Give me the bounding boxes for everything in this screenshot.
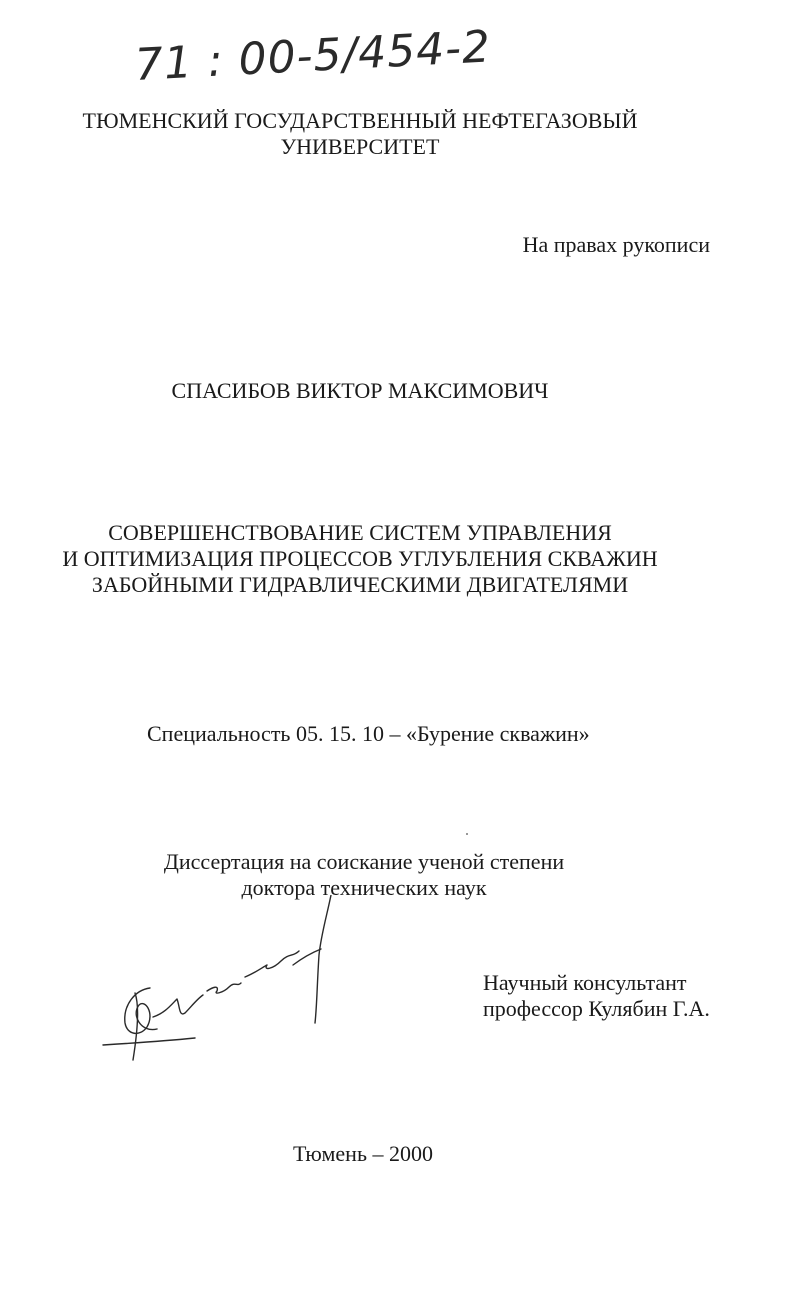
university-name-line-1: ТЮМЕНСКИЙ ГОСУДАРСТВЕННЫЙ НЕФТЕГАЗОВЫЙ [82, 108, 638, 133]
university-name-line-2: УНИВЕРСИТЕТ [280, 134, 440, 159]
city-year: Тюмень – 2000 [293, 1141, 433, 1166]
scientific-consultant-line-2: профессор Кулябин Г.А. [483, 996, 710, 1021]
university-name [0, 108, 720, 160]
scan-speck [466, 833, 468, 835]
manuscript-rights-note: На правах рукописи [522, 232, 710, 257]
dissertation-title-line-2: И ОПТИМИЗАЦИЯ ПРОЦЕССОВ УГЛУБЛЕНИЯ СКВАЖИН [62, 546, 658, 571]
dissertation-title-line-1: СОВЕРШЕНСТВОВАНИЕ СИСТЕМ УПРАВЛЕНИЯ [108, 520, 612, 545]
degree-statement [0, 849, 728, 901]
degree-statement-line-2: доктора технических наук [241, 875, 487, 900]
scientific-consultant-line-1: Научный консультант [483, 970, 687, 995]
author-signature [95, 895, 345, 1065]
scientific-consultant [483, 970, 710, 1022]
degree-statement-line-1: Диссертация на соискание ученой степени [163, 849, 565, 874]
dissertation-title [0, 520, 720, 598]
author-name: СПАСИБОВ ВИКТОР МАКСИМОВИЧ [171, 378, 549, 403]
archive-code-handwritten: 71 : 00-5/454-2 [133, 21, 493, 91]
dissertation-title-line-3: ЗАБОЙНЫМИ ГИДРАВЛИЧЕСКИМИ ДВИГАТЕЛЯМИ [91, 572, 629, 597]
specialty-line: Специальность 05. 15. 10 – «Бурение скважин» [147, 721, 590, 746]
